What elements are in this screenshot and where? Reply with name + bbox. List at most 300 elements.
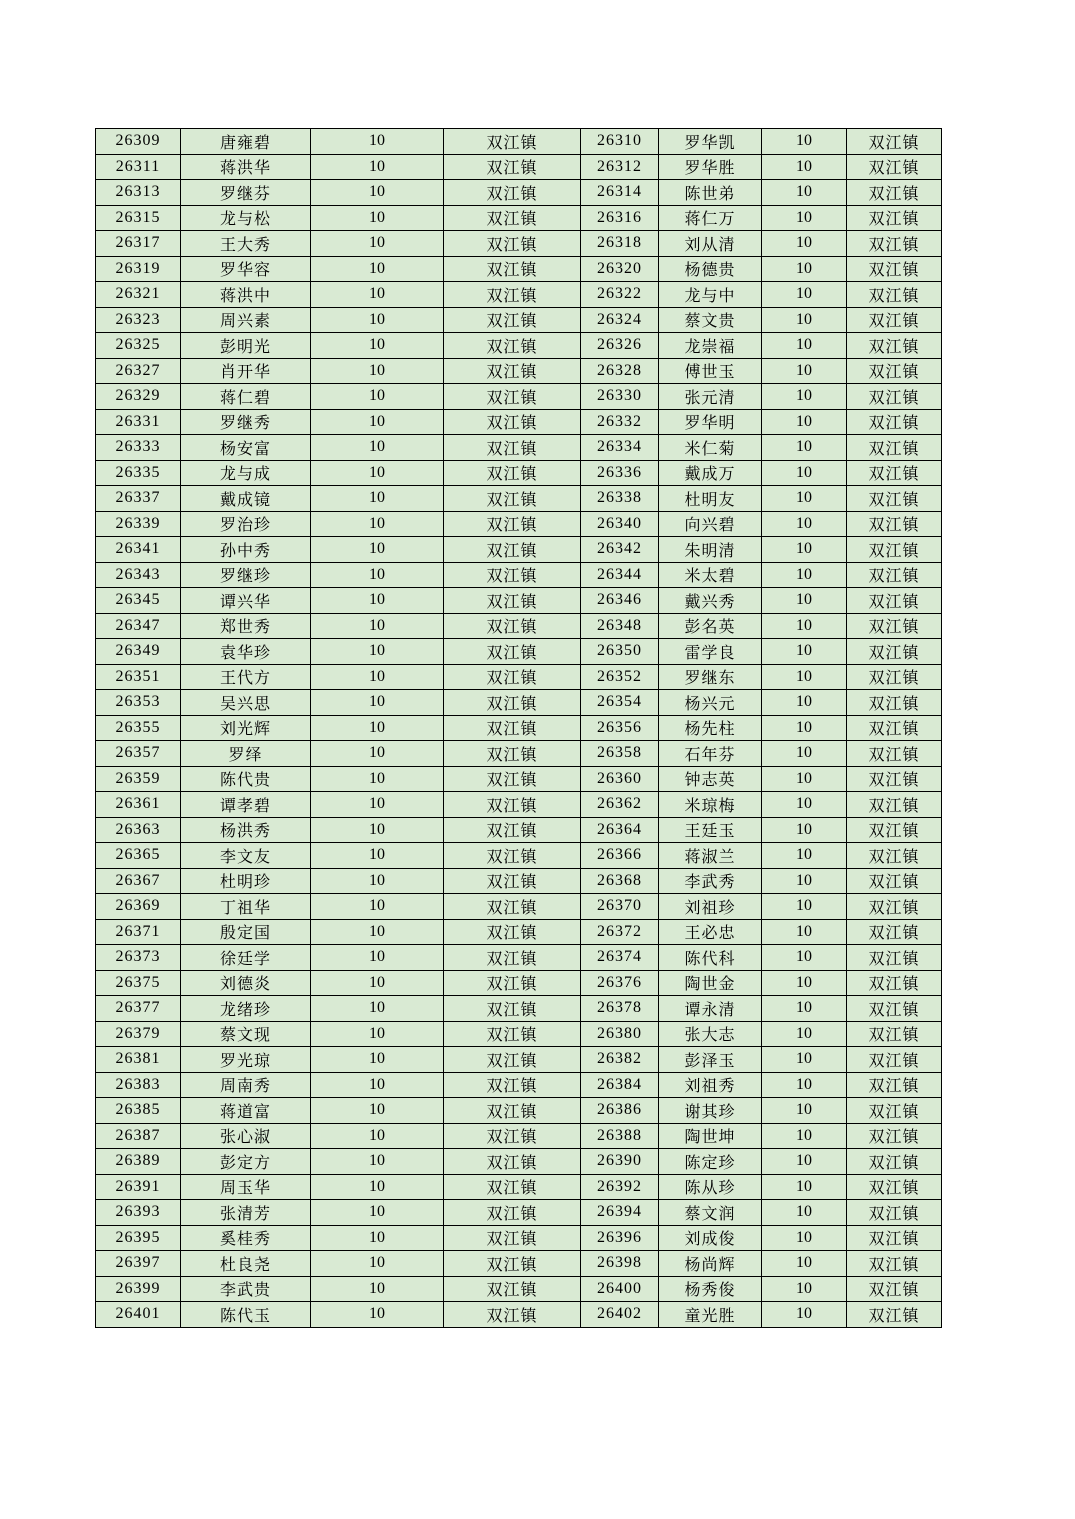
name-cell: 谭兴华 xyxy=(181,588,311,614)
amount-cell: 10 xyxy=(311,919,444,945)
town-cell: 双江镇 xyxy=(847,333,942,359)
serial-number-cell: 26366 xyxy=(581,843,659,869)
serial-number-cell: 26355 xyxy=(96,715,181,741)
name-cell: 蒋洪中 xyxy=(181,282,311,308)
serial-number-cell: 26330 xyxy=(581,384,659,410)
town-cell: 双江镇 xyxy=(444,333,581,359)
serial-number-cell: 26361 xyxy=(96,792,181,818)
town-cell: 双江镇 xyxy=(444,307,581,333)
serial-number-cell: 26348 xyxy=(581,613,659,639)
serial-number-cell: 26350 xyxy=(581,639,659,665)
amount-cell: 10 xyxy=(762,537,847,563)
town-cell: 双江镇 xyxy=(847,537,942,563)
town-cell: 双江镇 xyxy=(847,256,942,282)
town-cell: 双江镇 xyxy=(444,231,581,257)
amount-cell: 10 xyxy=(311,945,444,971)
table-row xyxy=(96,256,942,282)
amount-cell: 10 xyxy=(311,511,444,537)
table-row xyxy=(96,613,942,639)
amount-cell: 10 xyxy=(311,1047,444,1073)
amount-cell: 10 xyxy=(311,409,444,435)
amount-cell: 10 xyxy=(311,384,444,410)
town-cell: 双江镇 xyxy=(444,1098,581,1124)
town-cell: 双江镇 xyxy=(847,817,942,843)
serial-number-cell: 26338 xyxy=(581,486,659,512)
serial-number-cell: 26394 xyxy=(581,1200,659,1226)
amount-cell: 10 xyxy=(311,1225,444,1251)
serial-number-cell: 26387 xyxy=(96,1123,181,1149)
table-row xyxy=(96,588,942,614)
table-row xyxy=(96,996,942,1022)
table-row xyxy=(96,715,942,741)
town-cell: 双江镇 xyxy=(847,894,942,920)
serial-number-cell: 26324 xyxy=(581,307,659,333)
serial-number-cell: 26392 xyxy=(581,1174,659,1200)
name-cell: 杨安富 xyxy=(181,435,311,461)
serial-number-cell: 26374 xyxy=(581,945,659,971)
name-cell: 蒋淑兰 xyxy=(659,843,762,869)
serial-number-cell: 26335 xyxy=(96,460,181,486)
amount-cell: 10 xyxy=(311,1123,444,1149)
serial-number-cell: 26311 xyxy=(96,154,181,180)
name-cell: 罗继珍 xyxy=(181,562,311,588)
town-cell: 双江镇 xyxy=(847,1021,942,1047)
serial-number-cell: 26315 xyxy=(96,205,181,231)
name-cell: 蔡文现 xyxy=(181,1021,311,1047)
town-cell: 双江镇 xyxy=(444,715,581,741)
name-cell: 罗治珍 xyxy=(181,511,311,537)
amount-cell: 10 xyxy=(311,792,444,818)
serial-number-cell: 26347 xyxy=(96,613,181,639)
serial-number-cell: 26380 xyxy=(581,1021,659,1047)
serial-number-cell: 26357 xyxy=(96,741,181,767)
name-cell: 罗华明 xyxy=(659,409,762,435)
serial-number-cell: 26364 xyxy=(581,817,659,843)
serial-number-cell: 26351 xyxy=(96,664,181,690)
name-cell: 蔡文润 xyxy=(659,1200,762,1226)
table-row xyxy=(96,945,942,971)
serial-number-cell: 26376 xyxy=(581,970,659,996)
table-row xyxy=(96,154,942,180)
serial-number-cell: 26328 xyxy=(581,358,659,384)
amount-cell: 10 xyxy=(762,1225,847,1251)
town-cell: 双江镇 xyxy=(847,282,942,308)
amount-cell: 10 xyxy=(762,231,847,257)
name-cell: 钟志英 xyxy=(659,766,762,792)
table-row xyxy=(96,1072,942,1098)
town-cell: 双江镇 xyxy=(444,894,581,920)
name-cell: 陈定珍 xyxy=(659,1149,762,1175)
serial-number-cell: 26318 xyxy=(581,231,659,257)
town-cell: 双江镇 xyxy=(847,562,942,588)
serial-number-cell: 26368 xyxy=(581,868,659,894)
serial-number-cell: 26336 xyxy=(581,460,659,486)
table-row xyxy=(96,970,942,996)
table-row xyxy=(96,1225,942,1251)
serial-number-cell: 26343 xyxy=(96,562,181,588)
name-cell: 罗绎 xyxy=(181,741,311,767)
table-row xyxy=(96,282,942,308)
amount-cell: 10 xyxy=(762,766,847,792)
name-cell: 蒋仁万 xyxy=(659,205,762,231)
town-cell: 双江镇 xyxy=(444,537,581,563)
name-cell: 陶世坤 xyxy=(659,1123,762,1149)
town-cell: 双江镇 xyxy=(444,486,581,512)
serial-number-cell: 26397 xyxy=(96,1251,181,1277)
serial-number-cell: 26363 xyxy=(96,817,181,843)
serial-number-cell: 26333 xyxy=(96,435,181,461)
name-cell: 周南秀 xyxy=(181,1072,311,1098)
table-row xyxy=(96,409,942,435)
town-cell: 双江镇 xyxy=(444,129,581,155)
town-cell: 双江镇 xyxy=(847,1302,942,1328)
name-cell: 戴成镜 xyxy=(181,486,311,512)
table-row xyxy=(96,333,942,359)
amount-cell: 10 xyxy=(762,358,847,384)
name-cell: 罗光琼 xyxy=(181,1047,311,1073)
serial-number-cell: 26323 xyxy=(96,307,181,333)
town-cell: 双江镇 xyxy=(847,307,942,333)
town-cell: 双江镇 xyxy=(444,154,581,180)
serial-number-cell: 26339 xyxy=(96,511,181,537)
town-cell: 双江镇 xyxy=(847,180,942,206)
town-cell: 双江镇 xyxy=(444,613,581,639)
town-cell: 双江镇 xyxy=(847,1200,942,1226)
town-cell: 双江镇 xyxy=(847,868,942,894)
roster-table xyxy=(95,128,942,1328)
town-cell: 双江镇 xyxy=(444,1047,581,1073)
town-cell: 双江镇 xyxy=(444,384,581,410)
amount-cell: 10 xyxy=(311,537,444,563)
table-row xyxy=(96,460,942,486)
town-cell: 双江镇 xyxy=(847,690,942,716)
serial-number-cell: 26314 xyxy=(581,180,659,206)
town-cell: 双江镇 xyxy=(444,1251,581,1277)
amount-cell: 10 xyxy=(311,613,444,639)
town-cell: 双江镇 xyxy=(444,282,581,308)
serial-number-cell: 26372 xyxy=(581,919,659,945)
name-cell: 罗继秀 xyxy=(181,409,311,435)
amount-cell: 10 xyxy=(762,180,847,206)
town-cell: 双江镇 xyxy=(444,1225,581,1251)
serial-number-cell: 26391 xyxy=(96,1174,181,1200)
serial-number-cell: 26360 xyxy=(581,766,659,792)
amount-cell: 10 xyxy=(762,588,847,614)
amount-cell: 10 xyxy=(311,664,444,690)
serial-number-cell: 26354 xyxy=(581,690,659,716)
name-cell: 刘祖珍 xyxy=(659,894,762,920)
serial-number-cell: 26327 xyxy=(96,358,181,384)
table-row xyxy=(96,664,942,690)
town-cell: 双江镇 xyxy=(847,1047,942,1073)
serial-number-cell: 26310 xyxy=(581,129,659,155)
town-cell: 双江镇 xyxy=(444,741,581,767)
amount-cell: 10 xyxy=(762,409,847,435)
town-cell: 双江镇 xyxy=(847,1174,942,1200)
name-cell: 谭永清 xyxy=(659,996,762,1022)
serial-number-cell: 26379 xyxy=(96,1021,181,1047)
amount-cell: 10 xyxy=(762,945,847,971)
town-cell: 双江镇 xyxy=(444,1174,581,1200)
amount-cell: 10 xyxy=(311,1149,444,1175)
amount-cell: 10 xyxy=(311,894,444,920)
amount-cell: 10 xyxy=(762,205,847,231)
serial-number-cell: 26342 xyxy=(581,537,659,563)
name-cell: 彭泽玉 xyxy=(659,1047,762,1073)
amount-cell: 10 xyxy=(762,1302,847,1328)
town-cell: 双江镇 xyxy=(847,1098,942,1124)
town-cell: 双江镇 xyxy=(847,154,942,180)
amount-cell: 10 xyxy=(311,231,444,257)
town-cell: 双江镇 xyxy=(444,1276,581,1302)
amount-cell: 10 xyxy=(762,868,847,894)
amount-cell: 10 xyxy=(762,1251,847,1277)
name-cell: 陈代科 xyxy=(659,945,762,971)
table-row xyxy=(96,741,942,767)
town-cell: 双江镇 xyxy=(444,843,581,869)
amount-cell: 10 xyxy=(762,894,847,920)
name-cell: 肖开华 xyxy=(181,358,311,384)
town-cell: 双江镇 xyxy=(444,588,581,614)
name-cell: 王大秀 xyxy=(181,231,311,257)
town-cell: 双江镇 xyxy=(444,1149,581,1175)
town-cell: 双江镇 xyxy=(847,1123,942,1149)
name-cell: 殷定国 xyxy=(181,919,311,945)
table-row xyxy=(96,1276,942,1302)
name-cell: 孙中秀 xyxy=(181,537,311,563)
town-cell: 双江镇 xyxy=(444,435,581,461)
town-cell: 双江镇 xyxy=(444,1021,581,1047)
serial-number-cell: 26398 xyxy=(581,1251,659,1277)
amount-cell: 10 xyxy=(762,1098,847,1124)
amount-cell: 10 xyxy=(311,486,444,512)
table-row xyxy=(96,639,942,665)
town-cell: 双江镇 xyxy=(847,792,942,818)
serial-number-cell: 26385 xyxy=(96,1098,181,1124)
serial-number-cell: 26316 xyxy=(581,205,659,231)
name-cell: 刘德炎 xyxy=(181,970,311,996)
table-row xyxy=(96,1251,942,1277)
serial-number-cell: 26322 xyxy=(581,282,659,308)
amount-cell: 10 xyxy=(311,1098,444,1124)
name-cell: 刘祖秀 xyxy=(659,1072,762,1098)
amount-cell: 10 xyxy=(311,358,444,384)
name-cell: 龙绪珍 xyxy=(181,996,311,1022)
serial-number-cell: 26386 xyxy=(581,1098,659,1124)
name-cell: 周兴素 xyxy=(181,307,311,333)
serial-number-cell: 26317 xyxy=(96,231,181,257)
town-cell: 双江镇 xyxy=(847,129,942,155)
name-cell: 杨先柱 xyxy=(659,715,762,741)
table-row xyxy=(96,1021,942,1047)
serial-number-cell: 26326 xyxy=(581,333,659,359)
town-cell: 双江镇 xyxy=(847,435,942,461)
amount-cell: 10 xyxy=(311,1174,444,1200)
serial-number-cell: 26402 xyxy=(581,1302,659,1328)
table-row xyxy=(96,231,942,257)
amount-cell: 10 xyxy=(762,562,847,588)
town-cell: 双江镇 xyxy=(847,231,942,257)
name-cell: 陈代贵 xyxy=(181,766,311,792)
amount-cell: 10 xyxy=(762,256,847,282)
serial-number-cell: 26309 xyxy=(96,129,181,155)
name-cell: 彭明光 xyxy=(181,333,311,359)
serial-number-cell: 26359 xyxy=(96,766,181,792)
name-cell: 龙崇福 xyxy=(659,333,762,359)
name-cell: 戴成万 xyxy=(659,460,762,486)
name-cell: 陶世金 xyxy=(659,970,762,996)
serial-number-cell: 26349 xyxy=(96,639,181,665)
name-cell: 向兴碧 xyxy=(659,511,762,537)
amount-cell: 10 xyxy=(311,307,444,333)
amount-cell: 10 xyxy=(311,970,444,996)
town-cell: 双江镇 xyxy=(847,639,942,665)
name-cell: 石年芬 xyxy=(659,741,762,767)
serial-number-cell: 26370 xyxy=(581,894,659,920)
name-cell: 杜良尧 xyxy=(181,1251,311,1277)
serial-number-cell: 26369 xyxy=(96,894,181,920)
name-cell: 郑世秀 xyxy=(181,613,311,639)
amount-cell: 10 xyxy=(311,868,444,894)
name-cell: 陈世弟 xyxy=(659,180,762,206)
town-cell: 双江镇 xyxy=(444,817,581,843)
amount-cell: 10 xyxy=(762,154,847,180)
name-cell: 杨尚辉 xyxy=(659,1251,762,1277)
town-cell: 双江镇 xyxy=(444,562,581,588)
town-cell: 双江镇 xyxy=(847,1251,942,1277)
amount-cell: 10 xyxy=(762,996,847,1022)
town-cell: 双江镇 xyxy=(444,970,581,996)
name-cell: 龙与中 xyxy=(659,282,762,308)
name-cell: 李武秀 xyxy=(659,868,762,894)
serial-number-cell: 26329 xyxy=(96,384,181,410)
town-cell: 双江镇 xyxy=(444,256,581,282)
name-cell: 朱明清 xyxy=(659,537,762,563)
amount-cell: 10 xyxy=(762,613,847,639)
amount-cell: 10 xyxy=(762,384,847,410)
serial-number-cell: 26393 xyxy=(96,1200,181,1226)
town-cell: 双江镇 xyxy=(444,639,581,665)
amount-cell: 10 xyxy=(311,996,444,1022)
table-row xyxy=(96,307,942,333)
serial-number-cell: 26383 xyxy=(96,1072,181,1098)
amount-cell: 10 xyxy=(762,307,847,333)
town-cell: 双江镇 xyxy=(444,358,581,384)
amount-cell: 10 xyxy=(762,1021,847,1047)
name-cell: 王廷玉 xyxy=(659,817,762,843)
serial-number-cell: 26401 xyxy=(96,1302,181,1328)
table-row xyxy=(96,511,942,537)
amount-cell: 10 xyxy=(762,435,847,461)
amount-cell: 10 xyxy=(311,256,444,282)
name-cell: 王代方 xyxy=(181,664,311,690)
town-cell: 双江镇 xyxy=(444,460,581,486)
amount-cell: 10 xyxy=(311,435,444,461)
amount-cell: 10 xyxy=(311,588,444,614)
table-row xyxy=(96,792,942,818)
amount-cell: 10 xyxy=(311,205,444,231)
name-cell: 张清芳 xyxy=(181,1200,311,1226)
name-cell: 张元清 xyxy=(659,384,762,410)
name-cell: 雷学良 xyxy=(659,639,762,665)
name-cell: 王必忠 xyxy=(659,919,762,945)
amount-cell: 10 xyxy=(762,511,847,537)
serial-number-cell: 26334 xyxy=(581,435,659,461)
serial-number-cell: 26358 xyxy=(581,741,659,767)
table-row xyxy=(96,868,942,894)
name-cell: 罗华凯 xyxy=(659,129,762,155)
serial-number-cell: 26373 xyxy=(96,945,181,971)
serial-number-cell: 26367 xyxy=(96,868,181,894)
amount-cell: 10 xyxy=(762,1072,847,1098)
serial-number-cell: 26396 xyxy=(581,1225,659,1251)
serial-number-cell: 26346 xyxy=(581,588,659,614)
name-cell: 杨德贵 xyxy=(659,256,762,282)
town-cell: 双江镇 xyxy=(847,996,942,1022)
amount-cell: 10 xyxy=(311,460,444,486)
table-row xyxy=(96,1098,942,1124)
name-cell: 蒋仁碧 xyxy=(181,384,311,410)
town-cell: 双江镇 xyxy=(847,715,942,741)
table-row xyxy=(96,766,942,792)
name-cell: 杨兴元 xyxy=(659,690,762,716)
town-cell: 双江镇 xyxy=(847,460,942,486)
town-cell: 双江镇 xyxy=(847,511,942,537)
name-cell: 童光胜 xyxy=(659,1302,762,1328)
amount-cell: 10 xyxy=(311,129,444,155)
table-row xyxy=(96,129,942,155)
serial-number-cell: 26325 xyxy=(96,333,181,359)
serial-number-cell: 26319 xyxy=(96,256,181,282)
name-cell: 罗继芬 xyxy=(181,180,311,206)
serial-number-cell: 26320 xyxy=(581,256,659,282)
serial-number-cell: 26313 xyxy=(96,180,181,206)
amount-cell: 10 xyxy=(311,843,444,869)
amount-cell: 10 xyxy=(762,1200,847,1226)
table-row xyxy=(96,435,942,461)
name-cell: 米琼梅 xyxy=(659,792,762,818)
amount-cell: 10 xyxy=(762,333,847,359)
amount-cell: 10 xyxy=(311,1021,444,1047)
amount-cell: 10 xyxy=(311,180,444,206)
amount-cell: 10 xyxy=(762,1149,847,1175)
amount-cell: 10 xyxy=(311,741,444,767)
amount-cell: 10 xyxy=(762,919,847,945)
town-cell: 双江镇 xyxy=(847,970,942,996)
amount-cell: 10 xyxy=(762,460,847,486)
table-row xyxy=(96,1123,942,1149)
table-row xyxy=(96,894,942,920)
name-cell: 米太碧 xyxy=(659,562,762,588)
serial-number-cell: 26388 xyxy=(581,1123,659,1149)
name-cell: 龙与成 xyxy=(181,460,311,486)
serial-number-cell: 26352 xyxy=(581,664,659,690)
name-cell: 杨洪秀 xyxy=(181,817,311,843)
town-cell: 双江镇 xyxy=(847,588,942,614)
town-cell: 双江镇 xyxy=(847,205,942,231)
amount-cell: 10 xyxy=(762,486,847,512)
name-cell: 谢其珍 xyxy=(659,1098,762,1124)
town-cell: 双江镇 xyxy=(444,205,581,231)
amount-cell: 10 xyxy=(311,1200,444,1226)
amount-cell: 10 xyxy=(311,766,444,792)
name-cell: 张心淑 xyxy=(181,1123,311,1149)
name-cell: 唐雍碧 xyxy=(181,129,311,155)
name-cell: 刘光辉 xyxy=(181,715,311,741)
table-row xyxy=(96,180,942,206)
name-cell: 罗继东 xyxy=(659,664,762,690)
town-cell: 双江镇 xyxy=(444,766,581,792)
